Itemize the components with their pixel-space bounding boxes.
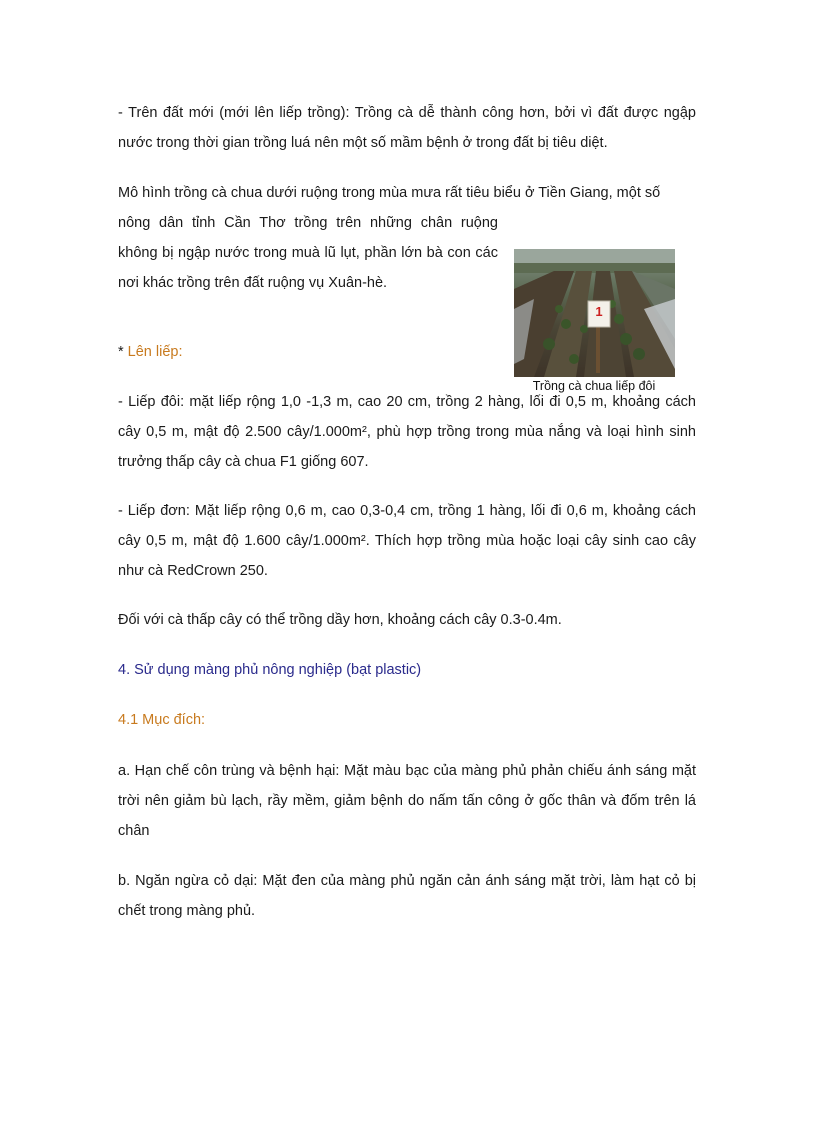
- paragraph-single-bed: - Liếp đơn: Mặt liếp rộng 0,6 m, cao 0,3-0,4 cm, trồng 1 hàng, lối đi 0,6 m, khoảng cách cây 0,5 m, mật độ 1.600 cây/1.000m². Thích hợp trồng mùa hoặc loại cây sinh cao cây như cà RedCrown 250.: [118, 503, 696, 579]
- paragraph-new-soil: - Trên đất mới (mới lên liếp trồng): Trồng cà dễ thành công hơn, bởi vì đất được ngập nước trong thời gian trồng luá nên một số mầm bệnh ở trong đất bị tiêu diệt.: [118, 105, 696, 151]
- photo-tomato-field: [514, 249, 675, 377]
- figure-tomato-bed: [514, 249, 675, 394]
- paragraph-insect-control: a. Hạn chế côn trùng và bệnh hại: Mặt màu bạc của màng phủ phản chiếu ánh sáng mặt trời nên giảm bù lạch, rầy mềm, giảm bệnh do nấm tấn công ở gốc thân và đốm trên lá chân: [118, 763, 696, 839]
- heading-section-4-1: 4.1 Mục đích:: [118, 712, 206, 728]
- heading-len-liep-label: Lên liếp:: [127, 344, 183, 360]
- paragraph-model-line1: Mô hình trồng cà chua dưới ruộng trong mùa mưa rất tiêu biểu ở Tiền Giang, một số: [118, 185, 661, 201]
- paragraph-model-rest: nông dân tỉnh Cần Thơ trồng trên những chân ruộng không bị ngập nước trong muà lũ lụt, phần lớn bà con các nơi khác trồng trên đất ruộng vụ Xuân-hè.: [118, 215, 498, 291]
- paragraph-double-bed: - Liếp đôi: mặt liếp rộng 1,0 -1,3 m, cao 20 cm, trồng 2 hàng, lối đi 0,5 m, khoảng cách cây 0,5 m, mật độ 2.500 cây/1.000m², phù hợp trồng trong mùa nắng và loại hình sinh trưởng thấp cây cà chua F1 giống 607.: [118, 394, 696, 470]
- heading-section-4: 4. Sử dụng màng phủ nông nghiệp (bạt plastic): [118, 662, 422, 678]
- bullet-star: *: [118, 344, 128, 360]
- figure-caption: Trồng cà chua liếp đôi: [532, 379, 656, 393]
- paragraph-low-tomato: Đối với cà thấp cây có thể trồng dầy hơn, khoảng cách cây 0.3-0.4m.: [118, 612, 562, 628]
- paragraph-weed-control: b. Ngăn ngừa cỏ dại: Mặt đen của màng phủ ngăn cản ánh sáng mặt trời, làm hạt cỏ bị chết trong màng phủ.: [118, 873, 696, 919]
- sign-number: 1: [595, 304, 603, 319]
